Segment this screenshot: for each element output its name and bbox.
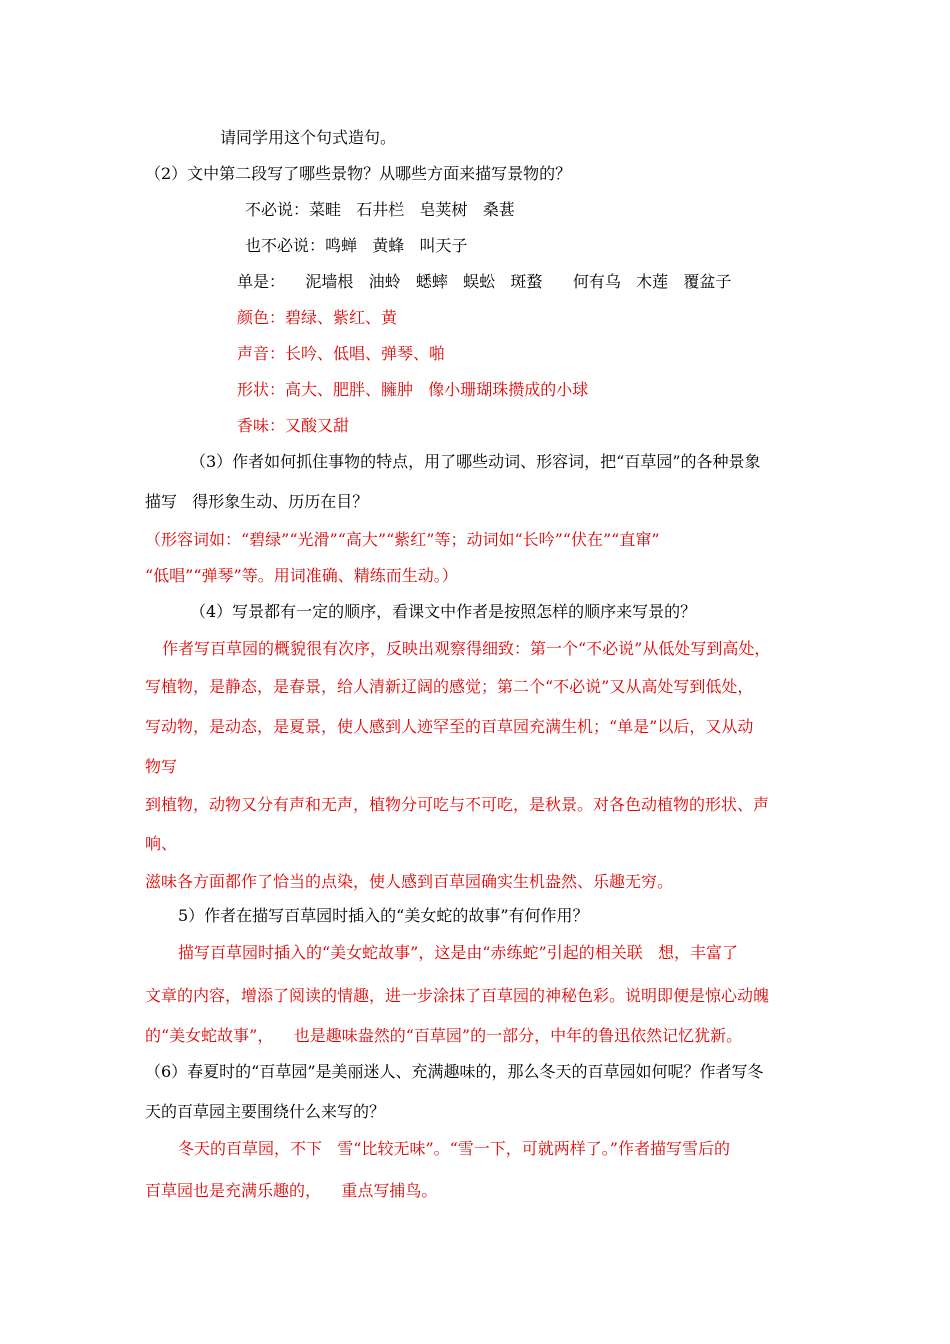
answer-line: 颜色：碧绿、紫红、黄 — [237, 308, 398, 327]
answer-line: 物写 — [145, 757, 178, 776]
answer-line: 声音：长吟、低唱、弹琴、啪 — [237, 344, 446, 363]
question-5: 5）作者在描写百草园时插入的“美女蛇的故事”有何作用？ — [178, 906, 589, 925]
answer-line: 香味：又酸又甜 — [237, 416, 350, 435]
text-line: 也不必说：鸣蝉 黄蜂 叫天子 — [245, 236, 468, 255]
answer-line: 作者写百草园的概貌很有次序，反映出观察得细致：第一个“不必说”从低处写到高处， — [162, 639, 771, 658]
answer-line: 响、 — [145, 834, 178, 853]
answer-line: 写植物，是静态，是春景，给人清新辽阔的感觉；第二个“不必说”又从高处写到低处， — [145, 677, 754, 696]
text-line: 请同学用这个句式造句。 — [220, 128, 397, 147]
text-line: 描写 得形象生动、历历在目？ — [145, 492, 369, 511]
question-2: （2）文中第二段写了哪些景物？从哪些方面来描写景物的？ — [145, 164, 572, 183]
answer-line: 描写百草园时插入的“美女蛇故事”，这是由“赤练蛇”引起的相关联 想，丰富了 — [178, 943, 738, 962]
text-line: 天的百草园主要围绕什么来写的？ — [145, 1102, 386, 1121]
answer-line: 写动物，是动态，是夏景，使人感到人迹罕至的百草园充满生机；“单是”以后，又从动 — [145, 717, 754, 736]
answer-line: 滋味各方面都作了恰当的点染，使人感到百草园确实生机盎然、乐趣无穷。 — [145, 872, 674, 891]
question-3: （3）作者如何抓住事物的特点，用了哪些动词、形容词，把“百草园”的各种景象 — [190, 452, 761, 471]
answer-line: “低唱”“弹琴”等。用词准确、精练而生动。） — [145, 566, 458, 585]
text-line: 单是： 泥墙根 油蛉 蟋蟀 蜈蚣 斑蝥 何有乌 木莲 覆盆子 — [237, 272, 732, 291]
question-6: （6）春夏时的“百草园”是美丽迷人、充满趣味的，那么冬天的百草园如何呢？作者写冬 — [145, 1062, 764, 1081]
question-4: （4）写景都有一定的顺序，看课文中作者是按照怎样的顺序来写景的？ — [190, 602, 697, 621]
answer-line: 到植物，动物又分有声和无声，植物分可吃与不可吃，是秋景。对各色动植物的形状、声 — [145, 795, 770, 814]
answer-line: 的“美女蛇故事”， 也是趣味盎然的“百草园”的一部分，中年的鲁迅依然记忆犹新。 — [145, 1026, 743, 1045]
answer-line: 形状：高大、肥胖、臃肿 像小珊瑚珠攒成的小球 — [237, 380, 589, 399]
answer-line: 冬天的百草园，不下 雪“比较无味”。“雪一下，可就两样了。”作者描写雪后的 — [178, 1139, 730, 1158]
answer-line: 文章的内容，增添了阅读的情趣，进一步涂抹了百草园的神秘色彩。说明即便是惊心动魄 — [145, 986, 770, 1005]
text-line: 不必说：菜畦 石井栏 皂荚树 桑葚 — [245, 200, 515, 219]
answer-line: （形容词如：“碧绿”“光滑”“高大”“紫红”等；动词如“长吟”“伏在”“直窜” — [145, 530, 660, 549]
answer-line: 百草园也是充满乐趣的， 重点写捕鸟。 — [145, 1181, 438, 1200]
